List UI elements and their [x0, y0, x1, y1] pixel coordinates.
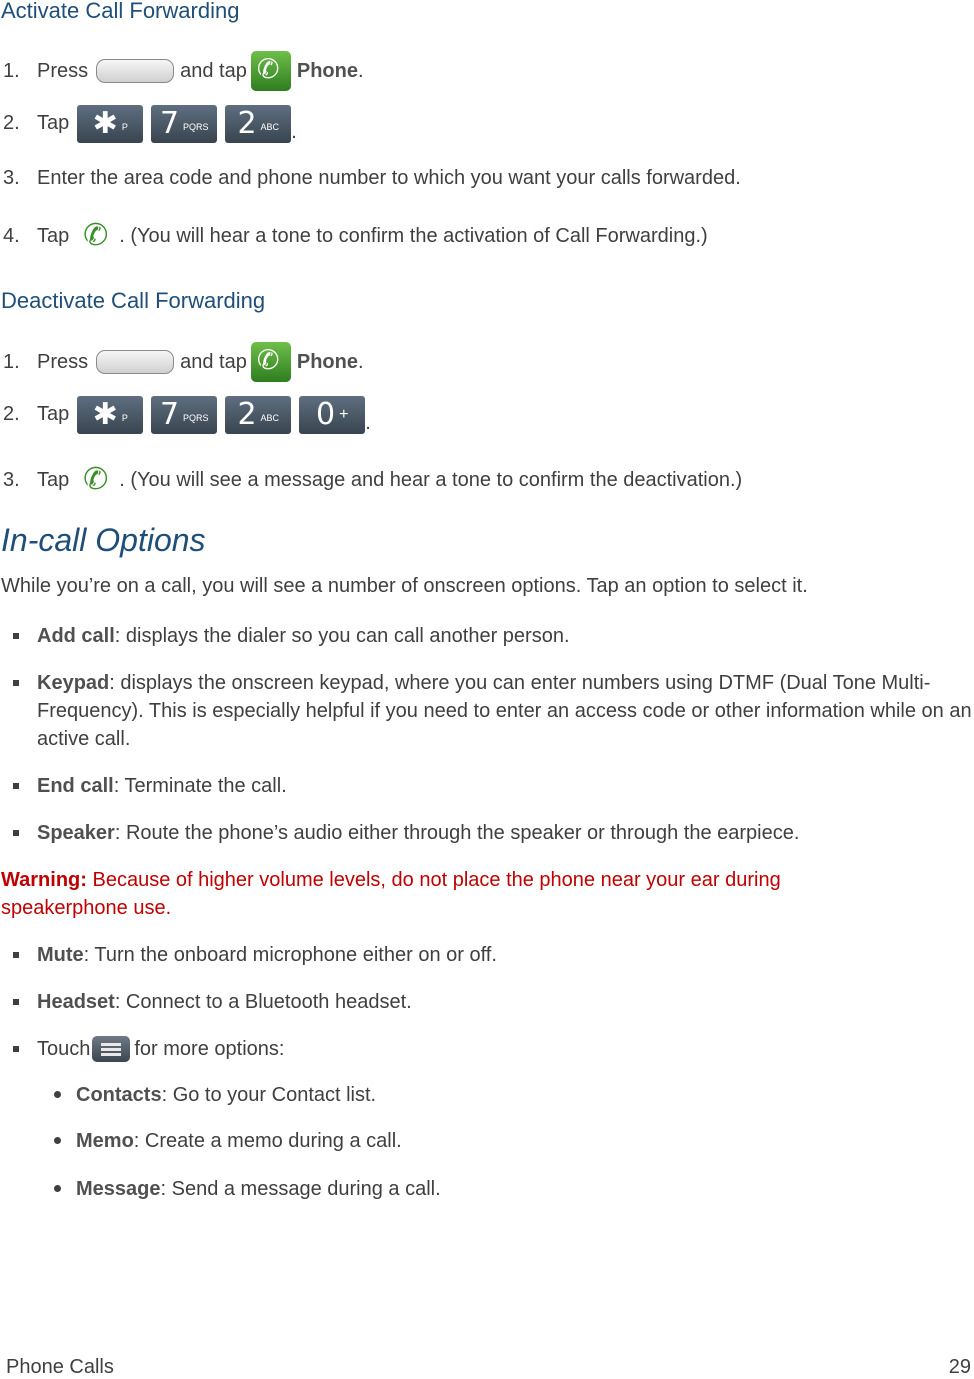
activate-step-1: 1. Press and tap ✆ Phone .: [0, 51, 364, 91]
section-heading-deactivate: Deactivate Call Forwarding: [1, 288, 266, 313]
home-key-icon: [96, 350, 174, 374]
bullet-dot-icon: [54, 1137, 61, 1144]
bullet-dot-icon: [54, 1185, 61, 1192]
activate-step-3: 3. Enter the area code and phone number to which you want your calls forwarded.: [3, 167, 741, 189]
incall-intro: While you’re on a call, you will see a number of onscreen options. Tap an option to select it.: [1, 575, 808, 597]
zero-key-icon: 0 +: [299, 396, 365, 434]
star-key-icon: ✱ P: [77, 105, 143, 143]
bullet-icon: [13, 830, 19, 836]
seven-key-icon: 7 PQRS: [151, 105, 217, 143]
bullet-icon: [13, 1046, 19, 1052]
section-heading-incall: In-call Options: [1, 522, 206, 558]
call-icon: ✆: [83, 462, 109, 497]
two-key-icon: 2 ABC: [225, 105, 291, 143]
two-key-icon: 2 ABC: [225, 396, 291, 434]
star-key-icon: ✱ P: [77, 396, 143, 434]
home-key-icon: [96, 59, 174, 83]
activate-step-2: 2. Tap ✱ P 7 PQRS 2 ABC .: [3, 105, 297, 143]
footer-section: Phone Calls: [6, 1356, 114, 1378]
seven-key-icon: 7 PQRS: [151, 396, 217, 434]
phone-app-icon: ✆: [251, 342, 291, 382]
menu-icon: [92, 1036, 130, 1062]
call-icon: ✆: [83, 218, 109, 253]
bullet-dot-icon: [54, 1091, 61, 1098]
deactivate-step-2: 2. Tap ✱ P 7 PQRS 2 ABC 0 + .: [3, 396, 371, 434]
activate-step-4: 4. Tap ✆ . (You will hear a tone to confirm the activation of Call Forwarding.): [3, 218, 708, 253]
bullet-icon: [13, 633, 19, 639]
deactivate-step-1: 1. Press and tap ✆ Phone .: [0, 342, 364, 382]
bullet-icon: [13, 999, 19, 1005]
bullet-icon: [13, 952, 19, 958]
warning-note: Warning: Because of higher volume levels, do not place the phone near your ear during speakerphone use.: [1, 869, 781, 919]
bullet-icon: [13, 783, 19, 789]
phone-app-icon: ✆: [251, 51, 291, 91]
deactivate-step-3: 3. Tap ✆ . (You will see a message and hear a tone to confirm the deactivation.): [3, 462, 743, 497]
page-number: 29: [948, 1356, 971, 1378]
bullet-icon: [13, 680, 19, 686]
section-heading-activate: Activate Call Forwarding: [1, 0, 240, 23]
page: Activate Call Forwarding 1. Press and tap ✆ Phone . 2. Tap ✱ P 7 PQRS 2 ABC . 3. Enter the area code and phone number to which you want your calls forwarded. 4. Tap ✆ . (You will hear a tone to confirm the activation of Call Forwarding.) Deactivate Call Forwarding 1. Press and tap ✆ Phone . 2. Tap ✱ P 7 PQRS 2 ABC 0 + . 3. Tap ✆ . (You will see a message and hear a tone to confirm the deactivation.) In-call Options While you’re on a call, you will see a number of onscreen options. Tap an option to select it. Add call: displays the dialer so you can call another person. Keypad: displays the onscreen keypad, where you can enter numbers using DTMF (Dual Tone Multi-Frequency). This is especially helpful if you need to enter an access code or other information while on an active call. End call: Terminate the call. Speaker: Route the phone’s audio either through the speaker or through the earpiece. Warning: Because of higher volume levels, do not place the phone near your ear during speakerphone use. Mute: Turn the onboard microphone either on or off. Headset: Connect to a Bluetooth headset. Touch for more options: Contacts: Go to your Contact list. Memo: Create a memo during a call. Message: Send a message during a call. Phone Calls 29: [1, 0, 972, 1378]
